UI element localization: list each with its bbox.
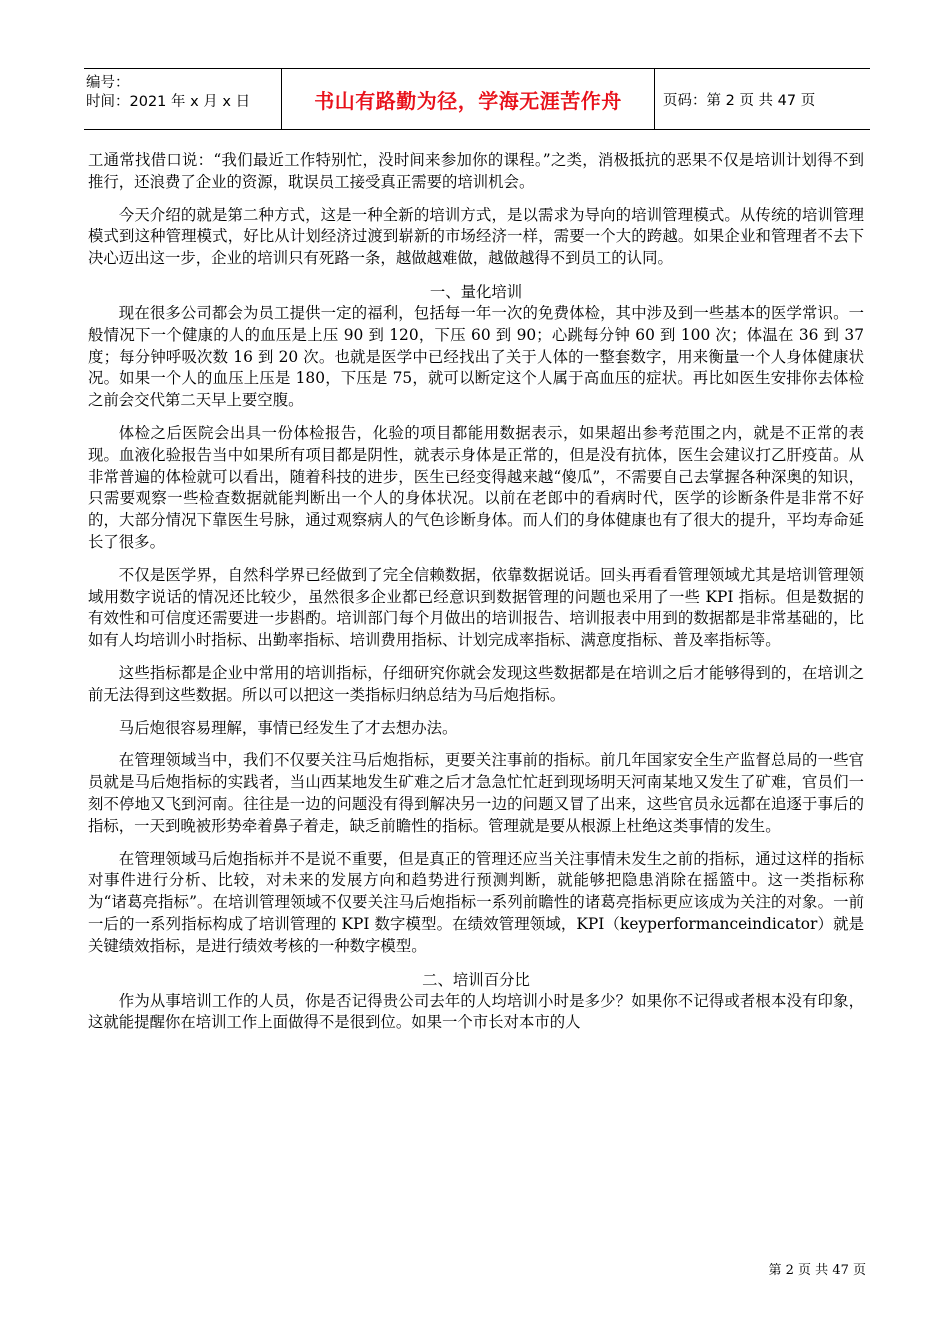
paragraph: 作为从事培训工作的人员，你是否记得贵公司去年的人均培训小时是多少？如果你不记得或者根本没有印象，这就能提醒你在培训工作上面做得不是很到位。如果一个市长对本市的人 [88, 991, 864, 1032]
paragraph: 工通常找借口说：“我们最近工作特别忙，没时间来参加你的课程。”之类，消极抵抗的恶果不仅是培训计划得不到推行，还浪费了企业的资源，耽误员工接受真正需要的培训机会。 [88, 151, 864, 191]
paragraph: 今天介绍的就是第二种方式，这是一种全新的培训方式，是以需求为导向的培训管理模式。从传统的培训管理模式到这种管理模式，好比从计划经济过渡到崭新的市场经济一样，需要一个大的跨越。如果企业和管理者不去下决心迈出这一步，企业的培训只有死路一条，越做越难做，越做越得不到员工的认同。 [88, 205, 864, 268]
paragraph: 这些指标都是企业中常用的培训指标，仔细研究你就会发现这些数据都是在培训之后才能够得到的，在培训之前无法得到这些数据。所以可以把这一类指标归纳总结为马后炮指标。 [88, 663, 864, 704]
document-number: 编号： [86, 75, 130, 91]
header-page-number: 页码：第 2 页 共 47 页 [663, 92, 816, 109]
header-motto: 书山有路勤为径，学海无涯苦作舟 [282, 69, 655, 129]
paragraph: 不仅是医学界，自然科学界已经做到了完全信赖数据，依靠数据说话。回头再看看管理领域尤其是培训管理领域用数字说话的情况还比较少，虽然很多企业都已经意识到数据管理的问题也采用了一些 KPI 指标。但是数据的有效性和可信度还需要进一步斟酌。培训部门每个月做出的培训报告、培训报表中用到的数据都是非常基础的，比如有人均培训小时指标、出勤率指标、培训费用指标、计划完成率指标、满意度指标、普及率指标等。 [88, 565, 864, 650]
section-heading: 一、量化培训 [429, 282, 523, 301]
paragraph: 马后炮很容易理解，事情已经发生了才去想办法。 [118, 718, 458, 737]
header-meta [84, 69, 282, 129]
paragraph: 在管理领域当中，我们不仅要关注马后炮指标，更要关注事前的指标。前几年国家安全生产监督总局的一些官员就是马后炮指标的实践者，当山西某地发生矿难之后才急急忙忙赶到现场明天河南某地又发生了矿难，官员们一刻不停地又飞到河南。往往是一边的问题没有得到解决另一边的问题又冒了出来，这些官员永远都在追逐于事后的指标，一天到晚被形势牵着鼻子着走，缺乏前瞻性的指标。管理就是要从根源上杜绝这类事情的发生。 [88, 751, 864, 835]
footer-page-number: 第 2 页 共 47 页 [768, 1263, 866, 1278]
document-date: 时间：2021 年 x 月 x 日 [86, 94, 251, 110]
paragraph: 现在很多公司都会为员工提供一定的福利，包括每一年一次的免费体检，其中涉及到一些基本的医学常识。一般情况下一个健康的人的血压是上压 90 到 120，下压 60 到 90；心跳每分钟 60 到 100 次；体温在 36 到 37 度；每分钟呼吸次数 16 到 20 次。也就是医学中已经找出了关于人体的一整套数字，用来衡量一个人身体健康状况。如果一个人的血压上压是 180，下压是 75，就可以断定这个人属于高血压的症状。再比如医生安排你去体检之前会交代第二天早上要空腹。 [88, 303, 864, 410]
section-heading: 二、培训百分比 [422, 970, 530, 989]
page-header [84, 68, 870, 130]
paragraph: 在管理领域马后炮指标并不是说不重要，但是真正的管理还应当关注事情未发生之前的指标，通过这样的指标对事件进行分析、比较，对未来的发展方向和趋势进行预测判断，就能够把隐患消除在摇篮中。这一类指标称为“诸葛亮指标”。在培训管理领域不仅要关注马后炮指标一系列前瞻性的诸葛亮指标更应该成为关注的对象。一前一后的一系列指标构成了培训管理的 KPI 数字模型。在绩效管理领域，KPI（keyperformanceindicator）就是关键绩效指标，是进行绩效考核的一种数字模型。 [88, 849, 864, 955]
document-body [88, 150, 864, 1045]
paragraph: 体检之后医院会出具一份体检报告，化验的项目都能用数据表示，如果超出参考范围之内，就是不正常的表现。血液化验报告当中如果所有项目都是阴性，就表示身体是正常的，但是没有抗体，医生会建议打乙肝疫苗。从非常普遍的体检就可以看出，随着科技的进步，医生已经变得越来越“傻瓜”，不需要自己去掌握各种深奥的知识，只需要观察一些检查数据就能判断出一个人的身体状况。以前在老郎中的看病时代，医学的诊断条件是非常不好的，大部分情况下靠医生号脉，通过观察病人的气色诊断身体。而人们的身体健康也有了很大的提升，平均寿命延长了很多。 [88, 423, 864, 551]
